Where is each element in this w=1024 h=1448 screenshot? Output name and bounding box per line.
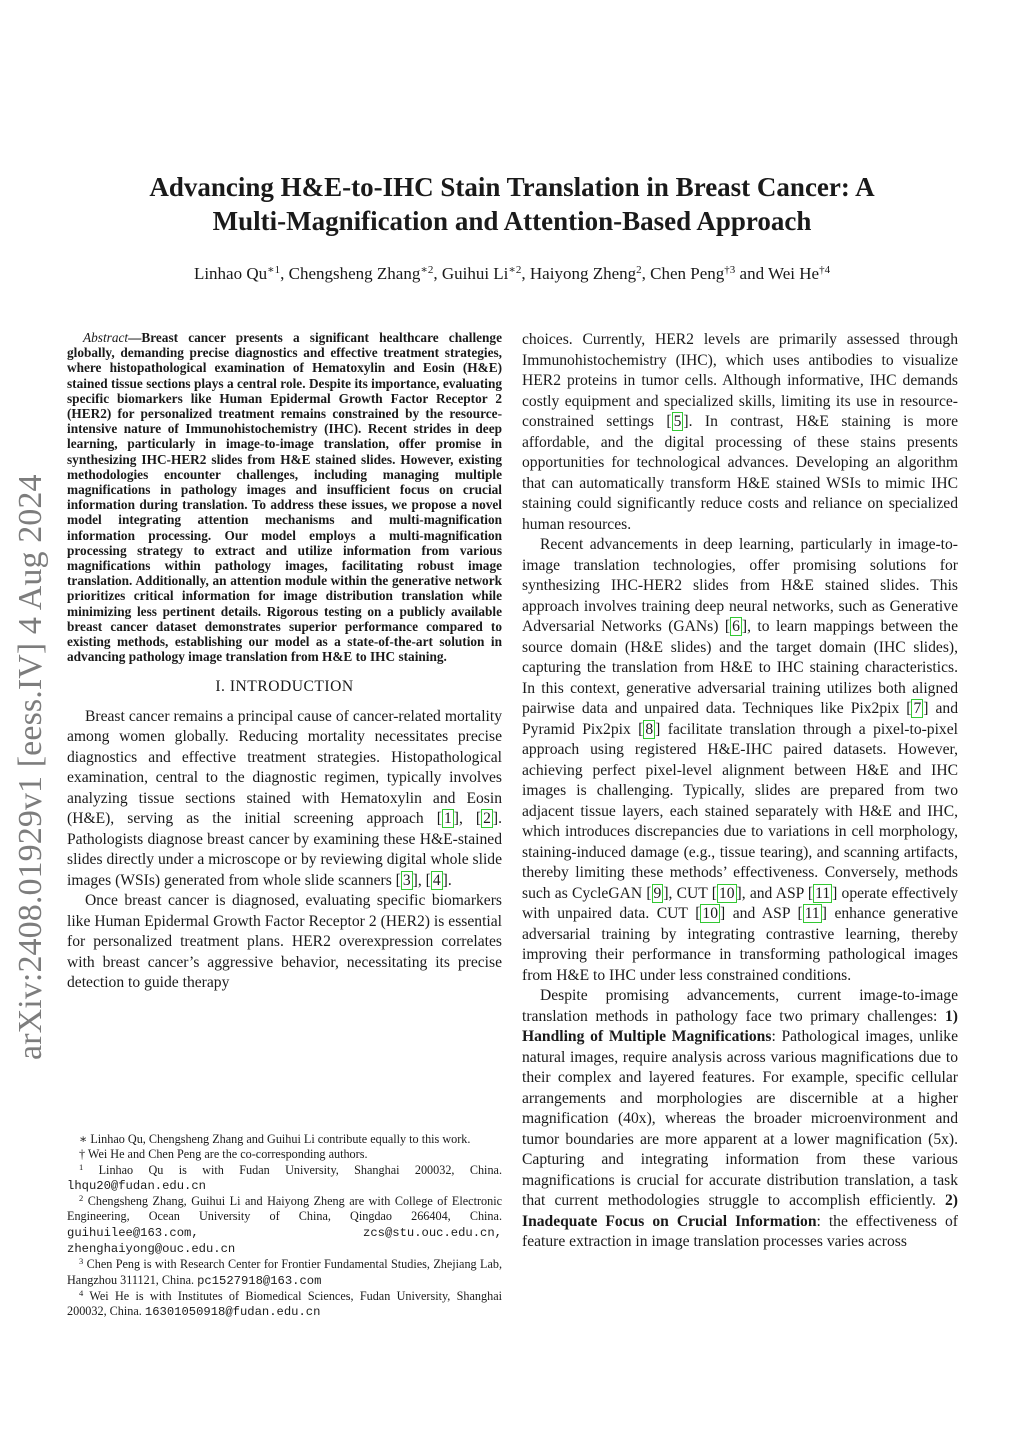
paragraph-text: Recent advancements in deep learning, particularly in image-to-image translation technologies, offer promising solutions for synthesizing IHC-HER2 slides from H&E stained slides. This approach involves training deep neural networks, such as Generative Adversarial Networks (GANs) [522, 536, 958, 635]
author-separator: , [433, 264, 442, 283]
author-name: Chen Peng [650, 264, 725, 283]
footnote-text: Linhao Qu is with Fudan University, Shanghai 200032, China. [83, 1162, 502, 1177]
intro-paragraph-1: Breast cancer remains a principal cause of cancer-related mortality among women globally. Reducing mortality necessitates precise diagnostics and effective treatment strategies. Histopathological examination, central to the diagnostic regimen, typically involves analyzing tissue sections stained with Hematoxylin and Eosin (H&E), serving as the initial screening approach [ 1 ], [ 2 ]. Pathologists diagnose breast cancer by examining these H&E-stained slides directly under a microscope or by reviewing digital whole slide images (WSIs) generated from whole slide scanners [ 3 ], [ 4 ]. [67, 707, 502, 889]
footnote-mark: 1 [79, 1161, 84, 1172]
footnote-mark: 3 [79, 1256, 84, 1267]
citation-link[interactable]: 8 [645, 720, 654, 738]
footnote-affiliation-1 [67, 1163, 502, 1195]
citation-link[interactable]: 10 [702, 905, 718, 922]
intro-paragraph-3: choices. Currently, HER2 levels are primarily assessed through Immunohistochemistry (IHC), which uses antibodies to visualize HER2 proteins in tumor cells. Although informative, IHC demands costly equipment and specialized skills, limiting its use in resource-constrained settings [ 5 ]. In contrast, H&E staining is more affordable, and the digital processing of these stains presents opportunities for technological advances. Developing an algorithm that can automatically transform H&E stained WSIs to mimic IHC staining could significantly reduce costs and reliance on specialized human resources. [522, 331, 958, 533]
citation-link[interactable]: 1 [443, 810, 452, 828]
title-line-1: Advancing H&E-to-IHC Stain Translation in Breast Cancer: A [149, 172, 875, 202]
footnote-corresponding: † Wei He and Chen Peng are the co-corresponding authors. [79, 1147, 368, 1162]
paragraph-text: , [417, 871, 426, 889]
author-separator: , [641, 264, 651, 283]
paragraph-text: enhance generative adversarial training by integrating contrastive learning, thereby improving their performance in transforming pathological images from H&E to IHC under less constrained conditions. [522, 905, 958, 984]
challenge-2-label: 2) Inadequate Focus on Crucial Information [522, 1192, 958, 1230]
intro-paragraph-2: Once breast cancer is diagnosed, evaluating specific biomarkers like Human Epidermal Growth Factor Receptor 2 (HER2) is essential for personalized treatment plans. HER2 overexpression correlates with breast cancer’s aggressive behavior, necessitating its precise detection to guide therapy [67, 892, 502, 992]
citation-link[interactable]: 7 [913, 700, 922, 717]
footnote-affiliation-2 [67, 1194, 502, 1257]
abstract [67, 330, 502, 664]
author-affiliation-mark: ∗2 [420, 264, 434, 276]
intro-paragraph-5 [522, 986, 958, 1253]
right-column [522, 330, 958, 1253]
abstract-label: Abstract [83, 330, 129, 345]
paragraph-text: : the effectiveness of feature extraction in image translation processes varies across [522, 1212, 958, 1250]
author-name: Linhao Qu [193, 264, 268, 283]
author-affiliation-mark: ∗1 [267, 264, 281, 276]
author-separator: and [735, 264, 769, 283]
citation-link[interactable]: 4 [432, 871, 441, 889]
citation-link[interactable]: 10 [718, 884, 735, 902]
footnote-mark: 2 [79, 1193, 84, 1204]
paragraph-text: . Pathologists diagnose breast cancer by examining these H&E-stained slides directly under a microscope or by reviewing digital whole slide images (WSIs) generated from whole slide scanners [67, 810, 502, 889]
email-link[interactable]: lhqu20@fudan.edu.cn [67, 1178, 206, 1193]
intro-paragraph-4: Recent advancements in deep learning, particularly in image-to-image translation technologies, offer promising solutions for synthesizing IHC-HER2 slides from H&E stained slides. This approach involves training deep neural networks, such as Generative Adversarial Networks (GANs) [ 6 ], to learn mappings between the source domain (H&E slides) and the target domain (IHC slides), capturing the translation from H&E to IHC staining characteristics. In this context, generative adversarial training utilizes both aligned pairwise data and unpaired data. Techniques like Pix2pix [ 7 ] and Pyramid Pix2pix [ 8 ] facilitate translation through a pixel-to-pixel approach using registered H&E-IHC paired datasets. However, achieving perfect pixel-level alignment between H&E and IHC images is challenging. Typically, slides are prepared from two adjacent tissue layers, each stained separately with H&E and IHC, which introduces discrepancies due to variations in cell morphology, staining-induced damage (e.g., tissue tearing), and scanning artifacts, thereby limiting these methods’ effectiveness. Conversely, methods such as CycleGAN [ 9 ], CUT [ 10 ], and ASP [ 11 ] operate effectively with unpaired data. CUT [ 10 ] and ASP [ 11 ] enhance generative adversarial training by integrating contrastive learning, thereby improving their performance in transforming pathological images from H&E to IHC under less constrained conditions. [522, 536, 959, 984]
author-affiliation-mark: †4 [819, 264, 831, 276]
author-separator: , [521, 264, 530, 283]
citation-link[interactable]: 9 [653, 884, 662, 902]
paragraph-text: and Pyramid Pix2pix [522, 700, 958, 738]
citation-link[interactable]: 11 [815, 884, 831, 902]
author-affiliation-mark: †3 [724, 264, 736, 276]
arxiv-identifier: arXiv:2408.01929v1 [eess.IV] 4 Aug 2024 [12, 474, 49, 1060]
paragraph-text: . [447, 871, 452, 889]
paragraph-text: Despite promising advancements, current image-to-image translation methods in pathology face two primary challenges: [522, 987, 958, 1025]
author-name: Haiyong Zheng [529, 264, 637, 283]
citation-link[interactable]: 5 [673, 413, 682, 430]
left-column [67, 330, 502, 994]
title-line-2: Multi-Magnification and Attention-Based Approach [212, 206, 812, 236]
author-name: Chengsheng Zhang [288, 264, 421, 283]
author-name: Wei He [768, 264, 820, 283]
email-link[interactable]: guihuilee@163.com, zcs@stu.ouc.edu.cn, zhenghaiyong@ouc.edu.cn [67, 1225, 502, 1257]
citation-link[interactable]: 2 [483, 810, 491, 828]
paragraph-text: , to learn mappings between the source domain (H&E slides) and the target domain (IHC slides), capturing the translation from H&E to IHC staining characteristics. In this context, generative adversarial training utilizes both aligned pairwise data and unpaired data. Techniques like Pix2pix [522, 618, 959, 717]
author-affiliation-mark: 2 [636, 264, 642, 276]
citation-link[interactable]: 3 [402, 871, 411, 889]
challenge-1-label: 1) Handling of Multiple Magnifications [522, 1007, 958, 1045]
section-heading-introduction: I. INTRODUCTION [215, 678, 354, 696]
author-list [60, 262, 964, 286]
footnote-text: Chen Peng is with Research Center for Frontier Fundamental Studies, Zhejiang Lab, Hangzhou 311121, China. [67, 1257, 502, 1287]
footnote-text: Chengsheng Zhang, Guihui Li and Haiyong Zheng are with College of Electronic Engineering, Ocean University of China, Qingdao 266404, China. [67, 1194, 502, 1224]
paragraph-text: , [458, 810, 476, 828]
paper-title [80, 170, 944, 238]
email-link[interactable]: 16301050918@fudan.edu.cn [144, 1305, 321, 1320]
footnotes [67, 1132, 502, 1321]
paragraph-text: : Pathological images, unlike natural images, require analysis across various magnifications due to their complex and layered features. For example, specific cellular arrangements and morphologies are discernible at a higher magnification (40x), whereas the broader microenvironment and tumor boundaries are more apparent at a lower magnification (5x). Capturing and integrating information from these various magnifications is crucial for accurate distribution translation, a task that current methodologies struggle to accomplish efficiently. [522, 1028, 959, 1209]
paragraph-text: , and ASP [741, 884, 808, 902]
abstract-text: —Breast cancer presents a significant healthcare challenge globally, demanding precise diagnostics and effective treatment strategies, where histopathological examination of Hematoxylin and Eosin (H&E) stained tissue sections plays a central role. Despite its importance, evaluating specific biomarkers like Human Epidermal Growth Factor Receptor 2 (HER2) for personalized treatment remains constrained by the resource-intensive nature of Immunohistochemistry (IHC). Recent strides in deep learning, particularly in image-to-image translation, offer promise in synthesizing IHC-HER2 slides from H&E stained slides. However, existing methodologies encounter challenges, including managing multiple magnifications in pathology images and insufficient focus on crucial information during translation. To address these issues, we propose a novel model integrating attention mechanisms and multi-magnification information processing. Our model employs a multi-magnification processing strategy to extract and utilize information from various magnifications within pathology images, facilitating robust image translation. Additionally, an attention module within the generative network prioritizes critical information for image distribution translation while minimizing less pertinent details. Rigorous testing on a publicly available breast cancer dataset demonstrates superior performance compared to existing methods, establishing our model as a state-of-the-art solution in advancing pathology image translation from H&E to IHC staining. [67, 330, 502, 665]
paragraph-text: facilitate translation through a pixel-to-pixel approach using registered H&E-IHC paired datasets. However, achieving perfect pixel-level alignment between H&E and IHC images is challenging. Typically, slides are prepared from two adjacent tissue layers, each stained separately with H&E and IHC, which introduces discrepancies due to variations in cell morphology, staining-induced damage (e.g., tissue tearing), and scanning artifacts, thereby limiting these methods’ effectiveness. Conversely, methods such as CycleGAN [522, 720, 958, 902]
paragraph-text: . In contrast, H&E staining is more affordable, and the digital processing of these stains presents opportunities for technological advances. Developing an algorithm that can automatically transform H&E stained WSIs to mimic IHC staining could significantly reduce costs and reliance on specialized human resources. [522, 413, 958, 533]
author-affiliation-mark: ∗2 [508, 264, 522, 276]
footnote-equal-contribution: ∗ Linhao Qu, Chengsheng Zhang and Guihui Li contribute equally to this work. [79, 1132, 471, 1146]
footnote-affiliation-4 [67, 1289, 502, 1321]
email-link[interactable]: pc1527918@163.com [197, 1273, 322, 1288]
author-name: Guihui Li [441, 264, 509, 283]
paragraph-text: Breast cancer remains a principal cause of cancer-related mortality among women globally. Reducing mortality necessitates precise diagnostics and effective treatment strategies. Histopathological examination, central to the diagnostic regimen, typically involves analyzing tissue sections stained with Hematoxylin and Eosin (H&E), serving as the initial screening approach [67, 707, 502, 828]
footnote-affiliation-3 [67, 1257, 502, 1289]
footnote-text: Wei He is with Institutes of Biomedical Sciences, Fudan University, Shanghai 200032, China. [67, 1288, 502, 1319]
paragraph-text: , CUT [668, 884, 712, 902]
author-separator: , [280, 264, 289, 283]
footnote-mark: 4 [79, 1287, 84, 1298]
paragraph-text: choices. Currently, HER2 levels are primarily assessed through Immunohistochemistry (IHC), which uses antibodies to visualize HER2 proteins in tumor cells. Although informative, IHC demands costly equipment and specialized skills, limiting its use in resource-constrained settings [522, 331, 958, 430]
paragraph-text: and ASP [725, 905, 798, 922]
citation-link[interactable]: 6 [732, 618, 740, 635]
citation-link[interactable]: 11 [804, 905, 820, 922]
paragraph-text: operate effectively with unpaired data. CUT [522, 884, 958, 922]
